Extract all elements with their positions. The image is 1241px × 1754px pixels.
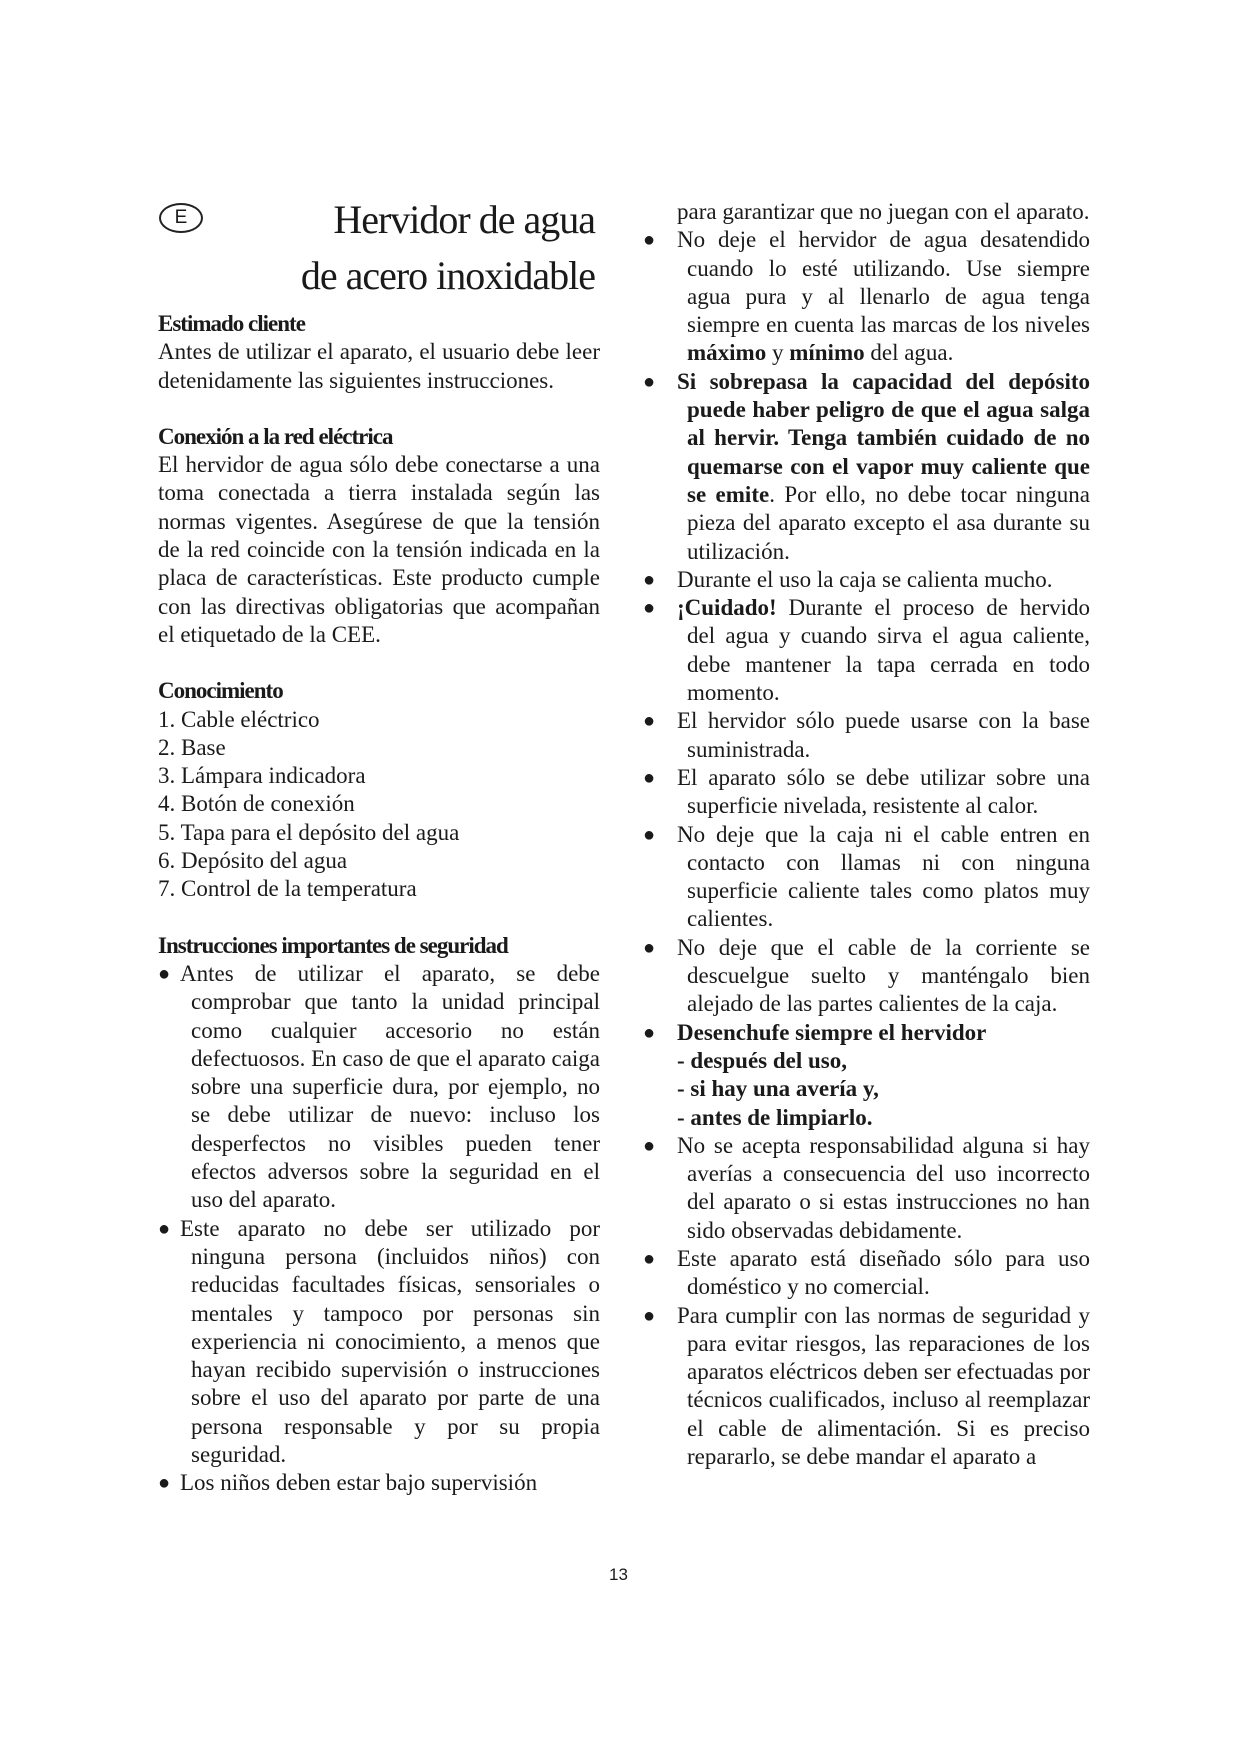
list-item: ● El aparato sólo se debe utilizar sobre una superficie nivelada, resistente al calor. (643, 764, 1090, 819)
list-item: 1. Cable eléctrico (158, 706, 320, 732)
list-item: ● Los niños deben estar bajo supervisión (158, 1469, 600, 1497)
list-item: ● No deje que la caja ni el cable entren en contacto con llamas ni con ninguna superficie caliente tales como platos muy calientes. (643, 821, 1090, 932)
safety-list-left (158, 960, 600, 1498)
bullet-icon: ● (643, 568, 656, 591)
title-line-1: Hervidor de agua (333, 197, 595, 242)
electrical-text: El hervidor de agua sólo debe conectarse a una toma conectada a tierra instalada según las normas vigentes. Asegúrese de que la tensión de la red coincide con la tensión indicada en la placa de características. Este producto cumple con las directivas obligatorias que acompañan el etiquetado de la CEE. (158, 452, 600, 647)
unplug-sub-item: - si hay una avería y, (677, 1076, 879, 1102)
language-badge: E (159, 203, 203, 233)
bullet-icon: ● (643, 1304, 656, 1327)
list-item: ● No deje el hervidor de agua desatendido cuando lo esté utilizando. Use siempre agua pura y al llenarlo de agua tenga siempre en cuenta las marcas de los niveles máximo y mínimo del agua. (643, 227, 1090, 366)
unplug-sub-item: - después del uso, (677, 1047, 847, 1073)
page-title (230, 192, 595, 304)
list-item: 2. Base (158, 734, 226, 760)
list-item: ● No se acepta responsabilidad alguna si hay averías a consecuencia del uso incorrecto del aparato o si estas instrucciones no han sido observadas debidamente. (643, 1132, 1090, 1243)
list-item: ● No deje que el cable de la corriente se descuelgue suelto y manténgalo bien alejado de las partes calientes de la caja. (643, 934, 1090, 1017)
bullet-icon: ● (158, 1217, 171, 1240)
list-item: ● Si sobrepasa la capacidad del depósito puede haber peligro de que el agua salga al hervir. Tenga también cuidado de no quemarse con el vapor muy caliente que se emite. Por ello, no debe tocar ninguna pieza del aparato excepto el asa durante su utilización. (643, 368, 1090, 564)
list-item: ● Durante el uso la caja se calienta mucho. (643, 566, 1090, 594)
list-item: ● Para cumplir con las normas de seguridad y para evitar riesgos, las reparaciones de los aparatos eléctricos deben ser efectuadas por técnicos cualificados, incluso al reemplazar el cable de alimentación. Si es preciso repararlo, se debe mandar el aparato a (643, 1302, 1090, 1470)
title-line-2: de acero inoxidable (300, 253, 595, 298)
list-item: 5. Tapa para el depósito del agua (158, 819, 460, 845)
parts-list (158, 706, 600, 904)
electrical-heading: Conexión a la red eléctrica (158, 423, 393, 449)
list-item: ● Antes de utilizar el aparato, se debe comprobar que tanto la unidad principal como cualquier accesorio no están defectuosos. En caso de que el aparato caiga sobre una superficie dura, por ejemplo, no se debe utilizar de nuevo: incluso los desperfectos no visibles pueden tener efectos adversos sobre la seguridad en el uso del aparato. (158, 960, 600, 1213)
list-item: 3. Lámpara indicadora (158, 763, 366, 789)
page-number: 13 (609, 1565, 628, 1584)
dear-customer-text: Antes de utilizar el aparato, el usuario debe leer detenidamente las siguientes instrucciones. (158, 339, 600, 393)
list-item: ● Desenchufe siempre el hervidor (643, 1019, 1090, 1047)
safety-list-final (643, 1132, 1090, 1472)
right-column (643, 198, 1090, 1471)
bullet-icon: ● (643, 597, 656, 620)
left-column (158, 310, 600, 1498)
continuation-text: para garantizar que no juegan con el aparato. (677, 199, 1090, 224)
list-item: ● El hervidor sólo puede usarse con la base suministrada. (643, 708, 1090, 762)
bullet-icon: ● (158, 962, 171, 985)
dear-customer-heading: Estimado cliente (158, 311, 305, 336)
safety-list-right (643, 226, 1090, 1047)
list-item: ● Este aparato no debe ser utilizado por ninguna persona (incluidos niños) con reducidas facultades físicas, sensoriales o mentales y tampoco por personas sin experiencia ni conocimiento, a menos que hayan recibido supervisión o instrucciones sobre el uso del aparato por parte de una persona responsable y por su propia seguridad. (158, 1215, 600, 1467)
bullet-icon: ● (643, 229, 656, 252)
safety-heading: Instrucciones importantes de seguridad (158, 932, 508, 958)
bullet-icon: ● (643, 823, 656, 846)
bullet-icon: ● (643, 1134, 656, 1157)
bullet-icon: ● (158, 1472, 171, 1495)
bullet-icon: ● (643, 1247, 656, 1270)
unplug-sub-item: - antes de limpiarlo. (677, 1104, 873, 1130)
knowledge-heading: Conocimiento (158, 678, 283, 704)
bullet-icon: ● (643, 370, 656, 393)
list-item: ● Este aparato está diseñado sólo para uso doméstico y no comercial. (643, 1245, 1090, 1300)
bullet-icon: ● (643, 710, 656, 733)
list-item: ● ¡Cuidado! Durante el proceso de hervido del agua y cuando sirva el agua caliente, debe mantener la tapa cerrada en todo momento. (643, 595, 1090, 706)
list-item: 6. Depósito del agua (158, 848, 348, 874)
bullet-icon: ● (643, 1021, 656, 1044)
list-item: 7. Control de la temperatura (158, 876, 417, 902)
list-item: 4. Botón de conexión (158, 791, 355, 817)
bullet-icon: ● (643, 936, 656, 959)
bullet-icon: ● (643, 766, 656, 789)
